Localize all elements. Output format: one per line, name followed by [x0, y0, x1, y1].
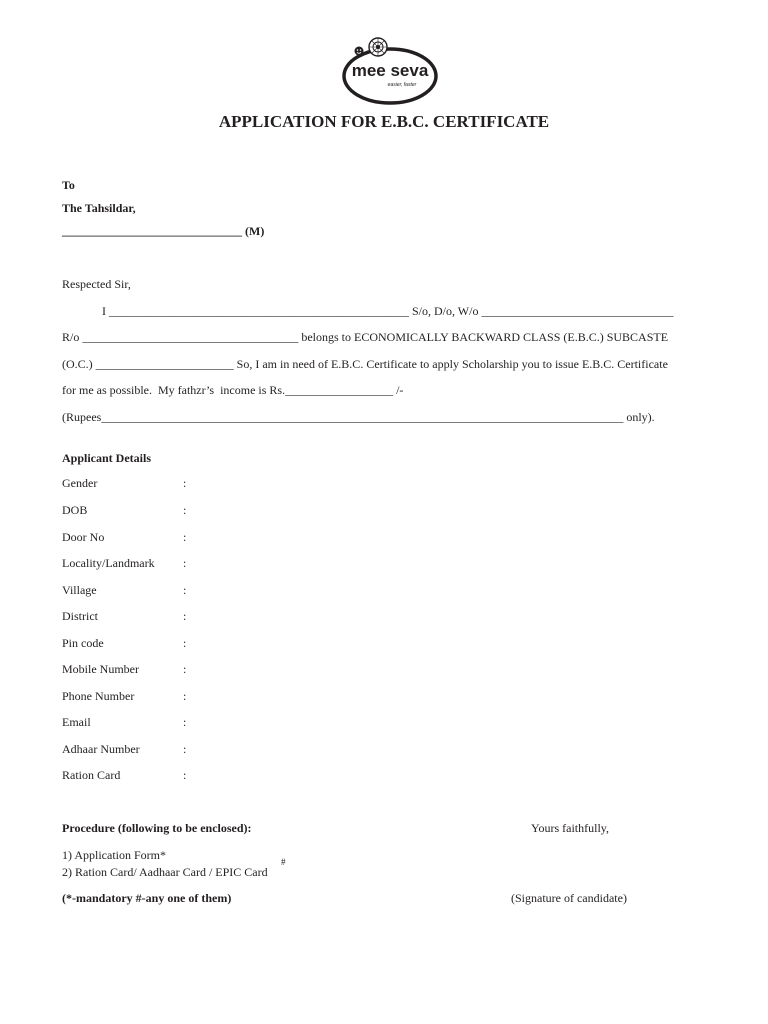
field-separator: : — [183, 689, 187, 703]
tahsildar-label: The Tahsildar, — [62, 201, 136, 215]
letter-line-residence: R/o ____________________________________ belongs to ECONOMICALLY BACKWARD CLASS (E.B.C.) SUBCASTE — [62, 330, 669, 344]
field-label-phone: Phone Number — [62, 689, 135, 703]
field-label-door-no: Door No — [62, 530, 105, 544]
letter-line-name: I __________________________________________________ S/o, D/o, W/o ________________________________ — [102, 304, 674, 318]
logo-tagline: easier, faster — [387, 82, 417, 88]
field-separator: : — [183, 768, 187, 782]
field-label-dob: DOB — [62, 503, 88, 517]
field-separator: : — [183, 476, 187, 490]
field-separator: : — [183, 742, 187, 756]
page-title: APPLICATION FOR E.B.C. CERTIFICATE — [218, 112, 550, 131]
field-label-district: District — [62, 609, 98, 623]
field-separator: : — [183, 662, 187, 676]
procedure-item-1: 1) Application Form* — [62, 848, 166, 862]
field-label-mobile: Mobile Number — [62, 662, 139, 676]
field-label-village: Village — [62, 583, 97, 597]
procedure-item-2: 2) Ration Card/ Aadhaar Card / EPIC Card — [62, 865, 268, 879]
procedure-heading: Procedure (following to be enclosed): — [62, 821, 252, 835]
to-label: To — [62, 178, 75, 192]
logo-brand-text: mee seva — [351, 61, 429, 80]
field-separator: : — [183, 609, 187, 623]
field-separator: : — [183, 636, 187, 650]
procedure-item-2-mark: # — [281, 857, 286, 867]
letter-line-subcaste: (O.C.) _______________________ So, I am in need of E.B.C. Certificate to apply Scholarship you to issue E.B.C. Certificate — [62, 357, 668, 371]
field-label-ration-card: Ration Card — [62, 768, 121, 782]
field-label-gender: Gender — [62, 476, 98, 490]
field-label-locality: Locality/Landmark — [62, 556, 155, 570]
emblem-icon — [369, 38, 387, 56]
smiley-icon — [355, 47, 364, 56]
field-separator: : — [183, 556, 187, 570]
signature-label: (Signature of candidate) — [511, 891, 627, 905]
field-label-email: Email — [62, 715, 91, 729]
mandal-line: ______________________________ (M) — [62, 224, 265, 238]
yours-faithfully: Yours faithfully, — [531, 821, 610, 835]
field-separator: : — [183, 503, 187, 517]
field-label-adhaar: Adhaar Number — [62, 742, 140, 756]
mee-seva-logo — [338, 34, 442, 108]
salutation: Respected Sir, — [62, 277, 131, 291]
letter-line-rupees: (Rupees_______________________________________________________________________________________ only). — [62, 410, 655, 424]
procedure-note: (*-mandatory #-any one of them) — [62, 891, 232, 905]
field-separator: : — [183, 530, 187, 544]
field-separator: : — [183, 715, 187, 729]
applicant-details-heading: Applicant Details — [62, 451, 152, 465]
letter-line-income: for me as possible. My fathzr’s income is Rs.__________________ /- — [62, 383, 404, 397]
field-separator: : — [183, 583, 187, 597]
field-label-pin-code: Pin code — [62, 636, 104, 650]
